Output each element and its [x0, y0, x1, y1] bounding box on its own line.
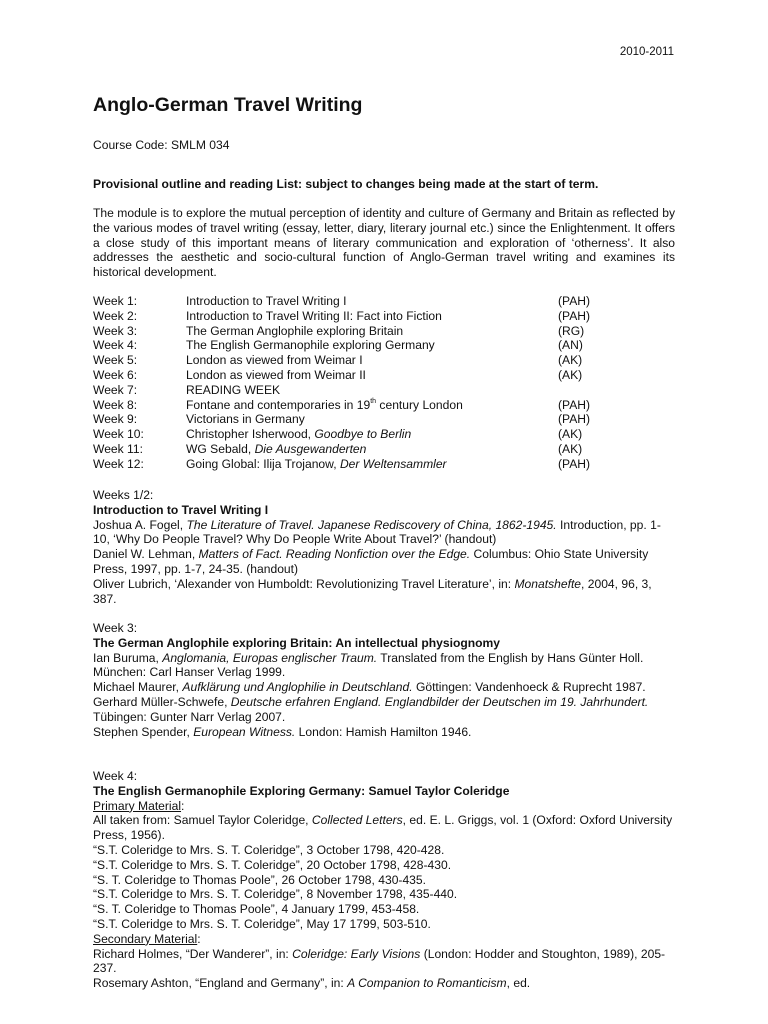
reading-details: (London: Hodder and Stoughton, 1989), 205-237. — [93, 946, 666, 976]
reading-title: European Witness. — [193, 724, 296, 739]
reading-entry — [93, 577, 675, 607]
reading-details: , 2004, 96, 3, 387. — [93, 576, 652, 606]
week-topic — [186, 442, 558, 457]
reading-details: Göttingen: Vandenhoeck & Ruprecht 1987. — [412, 680, 646, 695]
reading-author: Joshua A. Fogel, — [93, 517, 187, 532]
week-topic-text: Christopher Isherwood, — [186, 427, 315, 442]
reading-entry — [93, 518, 675, 548]
week-number: Week 8: — [93, 397, 138, 412]
week-topic: The German Anglophile exploring Britain — [186, 323, 404, 338]
reading-title: Coleridge: Early Visions — [292, 946, 421, 961]
week-row — [93, 383, 675, 398]
letter-entry: “S.T. Coleridge to Mrs. S. T. Coleridge”, 8 November 1798, 435-440. — [93, 887, 458, 902]
week-number: Week 5: — [93, 353, 138, 368]
week-tutor: (AK) — [558, 441, 583, 456]
section-label: Week 4: — [93, 769, 138, 783]
week-topic: Victorians in Germany — [186, 412, 305, 427]
colon: : — [181, 798, 185, 813]
reading-details: Introduction, pp. 1-10, ‘Why Do People Travel? Why Do People Write About Travel?’ (handout) — [93, 517, 661, 547]
reading-title: Monatshefte — [514, 576, 582, 591]
reading-entry — [93, 947, 675, 977]
reading-title: Deutsche erfahren England. Englandbilder der Deutschen im 19. Jahrhundert. — [230, 694, 649, 709]
letter-entry: “S. T. Coleridge to Thomas Poole”, 4 January 1799, 453-458. — [93, 902, 420, 917]
section-week-4 — [93, 769, 675, 991]
provisional-note: Provisional outline and reading List: subject to changes being made at the start of term. — [93, 177, 599, 191]
reading-author: All taken from: Samuel Taylor Coleridge, — [93, 813, 312, 828]
week-number: Week 3: — [93, 323, 138, 338]
week-tutor: (PAH) — [558, 397, 591, 412]
week-number: Week 12: — [93, 456, 144, 471]
reading-title: The Literature of Travel. Japanese Rediscovery of China, 1862-1945. — [186, 517, 557, 532]
reading-title: A Companion to Romanticism — [347, 976, 507, 991]
week-schedule — [93, 294, 675, 472]
week-number: Week 7: — [93, 382, 138, 397]
reading-details: , ed. — [506, 976, 531, 991]
reading-author: Oliver Lubrich, ‘Alexander von Humboldt: Revolutionizing Travel Literature’, in: — [93, 576, 515, 591]
course-code: Course Code: SMLM 034 — [93, 138, 230, 152]
section-weeks-1-2 — [93, 488, 675, 606]
book-title: Die Ausgewanderten — [254, 441, 367, 456]
reading-entry — [93, 547, 675, 577]
letter-entry: “S.T. Coleridge to Mrs. S. T. Coleridge”, May 17 1799, 503-510. — [93, 916, 431, 931]
reading-author: Michael Maurer, — [93, 680, 183, 695]
week-topic: READING WEEK — [186, 382, 281, 397]
section-label: Weeks 1/2: — [93, 488, 154, 502]
week-tutor: (RG) — [558, 323, 585, 338]
week-number: Week 9: — [93, 412, 138, 427]
week-topic — [186, 457, 558, 472]
reading-details: , ed. E. L. Griggs, vol. 1 (Oxford: Oxford University Press, 1956). — [93, 813, 673, 843]
week-row — [93, 427, 675, 442]
reading-details: London: Hamish Hamilton 1946. — [295, 724, 472, 739]
week-tutor: (AN) — [558, 338, 583, 353]
reading-title: Aufklärung und Anglophilie in Deutschland. — [182, 680, 413, 695]
subheading-secondary — [93, 932, 675, 947]
section-heading: The English Germanophile Exploring Germany: Samuel Taylor Coleridge — [93, 783, 510, 798]
week-row — [93, 368, 675, 383]
subheading-primary — [93, 799, 675, 814]
week-topic: Introduction to Travel Writing I — [186, 294, 347, 308]
week-row — [93, 353, 675, 368]
week-row — [93, 442, 675, 457]
week-number: Week 11: — [93, 441, 143, 456]
reading-title: Collected Letters — [311, 813, 403, 828]
week-number: Week 1: — [93, 294, 138, 308]
book-title: Goodbye to Berlin — [314, 427, 412, 442]
week-topic: The English Germanophile exploring Germany — [186, 338, 435, 353]
week-topic-text: WG Sebald, — [186, 441, 255, 456]
reading-entry — [93, 813, 675, 843]
module-description: The module is to explore the mutual perception of identity and culture of Germany and Britain as reflected by the various modes of travel writing (essay, letter, diary, literary journal etc.) since the Enlightenment. It offers a close study of this important means of literary communication and exploration of ‘otherness’. It also addresses the aesthetic and socio-cultural function of Anglo-German travel writing and examines its historical development. — [93, 206, 675, 280]
reading-title: Matters of Fact. Reading Nonfiction over the Edge. — [198, 547, 471, 562]
reading-author: Richard Holmes, “Der Wanderer”, in: — [93, 946, 293, 961]
week-number: Week 6: — [93, 367, 138, 382]
week-row — [93, 294, 675, 309]
week-tutor: (PAH) — [558, 412, 591, 427]
week-row — [93, 457, 675, 472]
reading-entry — [93, 695, 675, 725]
reading-author: Gerhard Müller-Schwefe, — [93, 694, 231, 709]
week-row — [93, 309, 675, 324]
week-row — [93, 338, 675, 353]
academic-year: 2010-2011 — [619, 46, 674, 58]
primary-material-label: Primary Material — [93, 798, 182, 813]
reading-author: Ian Buruma, — [93, 650, 163, 665]
reading-details: Tübingen: Gunter Narr Verlag 2007. — [93, 709, 286, 724]
week-tutor: (PAH) — [558, 308, 591, 323]
secondary-material-label: Secondary Material — [93, 931, 198, 946]
section-heading: Introduction to Travel Writing I — [93, 502, 269, 517]
reading-entry — [93, 651, 675, 681]
week-tutor: (AK) — [558, 367, 583, 382]
week-topic: London as viewed from Weimar I — [186, 353, 363, 368]
section-label: Week 3: — [93, 621, 138, 635]
week-row — [93, 412, 675, 427]
week-topic — [186, 398, 558, 413]
book-title: Der Weltensammler — [339, 456, 447, 471]
week-topic: London as viewed from Weimar II — [186, 367, 366, 382]
reading-details: Columbus: Ohio State University Press, 1997, pp. 1-7, 24-35. (handout) — [93, 547, 649, 576]
week-topic: Introduction to Travel Writing II: Fact into Fiction — [186, 308, 442, 323]
week-number: Week 4: — [93, 338, 138, 353]
reading-author: Rosemary Ashton, “England and Germany”, in: — [93, 976, 348, 991]
reading-details: Translated from the English by Hans Günter Holl. München: Carl Hanser Verlag 1999. — [93, 650, 644, 680]
document-title: Anglo-German Travel Writing — [93, 94, 363, 116]
reading-entry — [93, 725, 675, 740]
ordinal-suffix: th — [370, 397, 377, 405]
reading-author: Stephen Spender, — [93, 724, 194, 739]
week-number: Week 10: — [93, 427, 144, 442]
week-tutor: (PAH) — [558, 456, 591, 471]
reading-entry — [93, 976, 675, 991]
week-number: Week 2: — [93, 308, 138, 323]
letter-entry: “S.T. Coleridge to Mrs. S. T. Coleridge”, 20 October 1798, 428-430. — [93, 857, 452, 872]
week-tutor: (PAH) — [558, 294, 591, 308]
reading-title: Anglomania, Europas englischer Traum. — [162, 650, 378, 665]
reading-author: Daniel W. Lehman, — [93, 547, 199, 562]
week-tutor: (AK) — [558, 427, 583, 442]
week-row — [93, 324, 675, 339]
week-tutor: (AK) — [558, 353, 583, 368]
section-week-3 — [93, 621, 675, 739]
colon: : — [197, 931, 201, 946]
reading-entry — [93, 680, 675, 695]
week-topic — [186, 427, 558, 442]
week-row — [93, 398, 675, 413]
week-topic-text: Fontane and contemporaries in 19 — [186, 397, 371, 412]
section-heading: The German Anglophile exploring Britain: An intellectual physiognomy — [93, 635, 500, 650]
week-topic-text: century London — [376, 397, 463, 412]
letter-entry: “S. T. Coleridge to Thomas Poole”, 26 October 1798, 430-435. — [93, 872, 426, 887]
letter-entry: “S.T. Coleridge to Mrs. S. T. Coleridge”, 3 October 1798, 420-428. — [93, 842, 445, 857]
week-topic-text: Going Global: Ilija Trojanow, — [186, 456, 340, 471]
